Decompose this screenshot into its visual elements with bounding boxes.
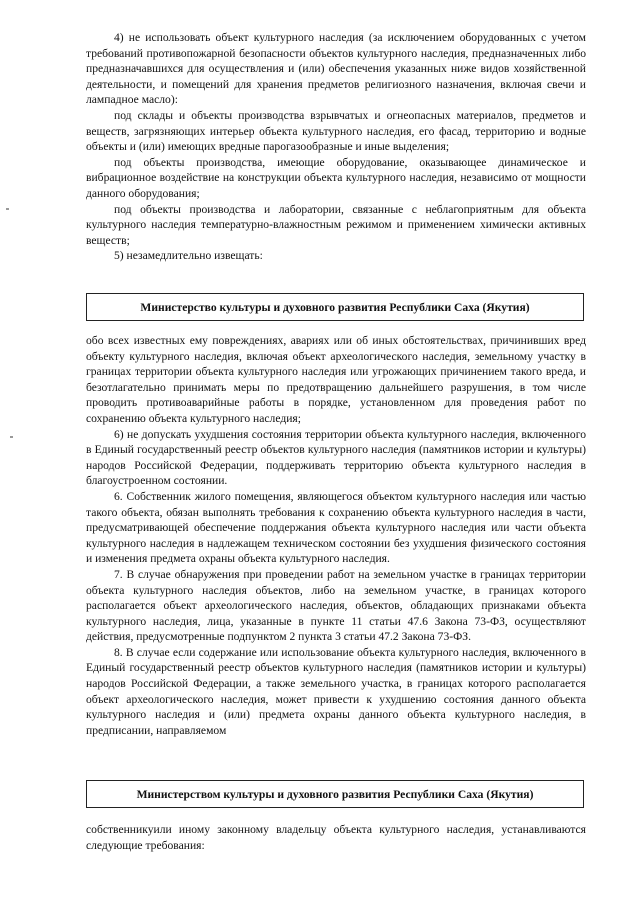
paragraph-damage-notice: обо всех известных ему повреждениях, авариях или об иных обстоятельствах, причинивших вред объекту культурного наследия, включая объект археологического наследия, земельному участку в границах территории объекта культурного наследия или угрожающих причинением такого вреда, и безотлагательно принимать меры по предотвращению дальнейшего разрушения, в том числе проводить противоаварийные работы в порядке, установленном для проведения работ по сохранению объекта культурного наследия; (86, 334, 586, 425)
boxed-ministry-text-2: Министерством культуры и духовного развития Республики Саха (Якутия) (136, 787, 534, 801)
paragraph-item-6: 6) не допускать ухудшения состояния территории объекта культурного наследия, включенного в Единый государственный реестр объектов культурного наследия (памятников истории и культуры) народов Российской Федерации, поддерживать территорию объекта культурного наследия в благоустроенном состоянии. (86, 427, 586, 488)
paragraph-clause-7: 7. В случае обнаружения при проведении работ на земельном участке в границах территории объекта культурного наследия объектов, либо на земельном участке, в границах которого располагается объект археологического наследия, объектов, обладающих признаками объекта культурного наследия, лица, указанные в пункте 11 статьи 47.6 Закона 73-ФЗ, осуществляют действия, предусмотренные подпунктом 2 пункта 3 статьи 47.2 Закона 73-ФЗ. (86, 567, 586, 644)
paragraph-clause-8: 8. В случае если содержание или использование объекта культурного наследия, включенного в Единый государственный реестр объектов культурного наследия (памятников истории и культуры) народов Российской Федерации, а также земельного участка, в границах которого располагается объект археологического наследия, может привести к ухудшению состояния данного объекта культурного наследия и (или) предмета охраны данного объекта культурного наследия, в предписании, направляемом (86, 645, 586, 737)
paragraph-item-5: 5) незамедлительно извещать: (114, 249, 263, 263)
paragraph-laboratories: под объекты производства и лаборатории, связанные с неблагоприятным для объекта культурного наследия температурно-влажностным режимом и применением химически активных веществ; (86, 202, 586, 247)
text-section-bottom (86, 822, 586, 853)
text-section-top (86, 30, 586, 264)
boxed-ministry-label (86, 293, 584, 321)
boxed-ministry-text: Министерство культуры и духовного развития Республики Саха (Якутия) (140, 300, 530, 314)
scan-speck (6, 208, 9, 210)
scan-speck (10, 436, 13, 438)
paragraph-requirements-intro: собственникуили иному законному владельцу объекта культурного наследия, устанавливаются следующие требования: (86, 823, 586, 852)
paragraph-warehouses: под склады и объекты производства взрывчатых и огнеопасных материалов, предметов и веществ, загрязняющих интерьер объекта культурного наследия, его фасад, территорию и водные объекты и (или) имеющих вредные парогазообразные и иные выделения; (86, 108, 586, 154)
paragraph-clause-6: 6. Собственник жилого помещения, являющегося объектом культурного наследия или частью такого объекта, обязан выполнять требования к сохранению объекта культурного наследия в части, предусматривающей обеспечение поддержания объекта культурного наследия или части объекта культурного наследия в надлежащем техническом состоянии без ухудшения физического состояния и изменения предмета охраны объекта культурного наследия. (86, 489, 586, 566)
boxed-ministry-label-2 (86, 780, 584, 808)
paragraph-item-4: 4) не использовать объект культурного наследия (за исключением оборудованных с учетом требований противопожарной безопасности объектов культурного наследия, предназначенных либо предназначавшихся для осуществления и (или) обеспечения указанных ниже видов хозяйственной деятельности, и помещений для хранения предметов религиозного назначения, включая свечи и лампадное масло): (86, 31, 586, 107)
text-section-middle (86, 333, 586, 738)
paragraph-production-equipment: под объекты производства, имеющие оборудование, оказывающее динамическое и вибрационное воздействие на конструкции объекта культурного наследия, независимо от мощности данного оборудования; (86, 155, 586, 200)
